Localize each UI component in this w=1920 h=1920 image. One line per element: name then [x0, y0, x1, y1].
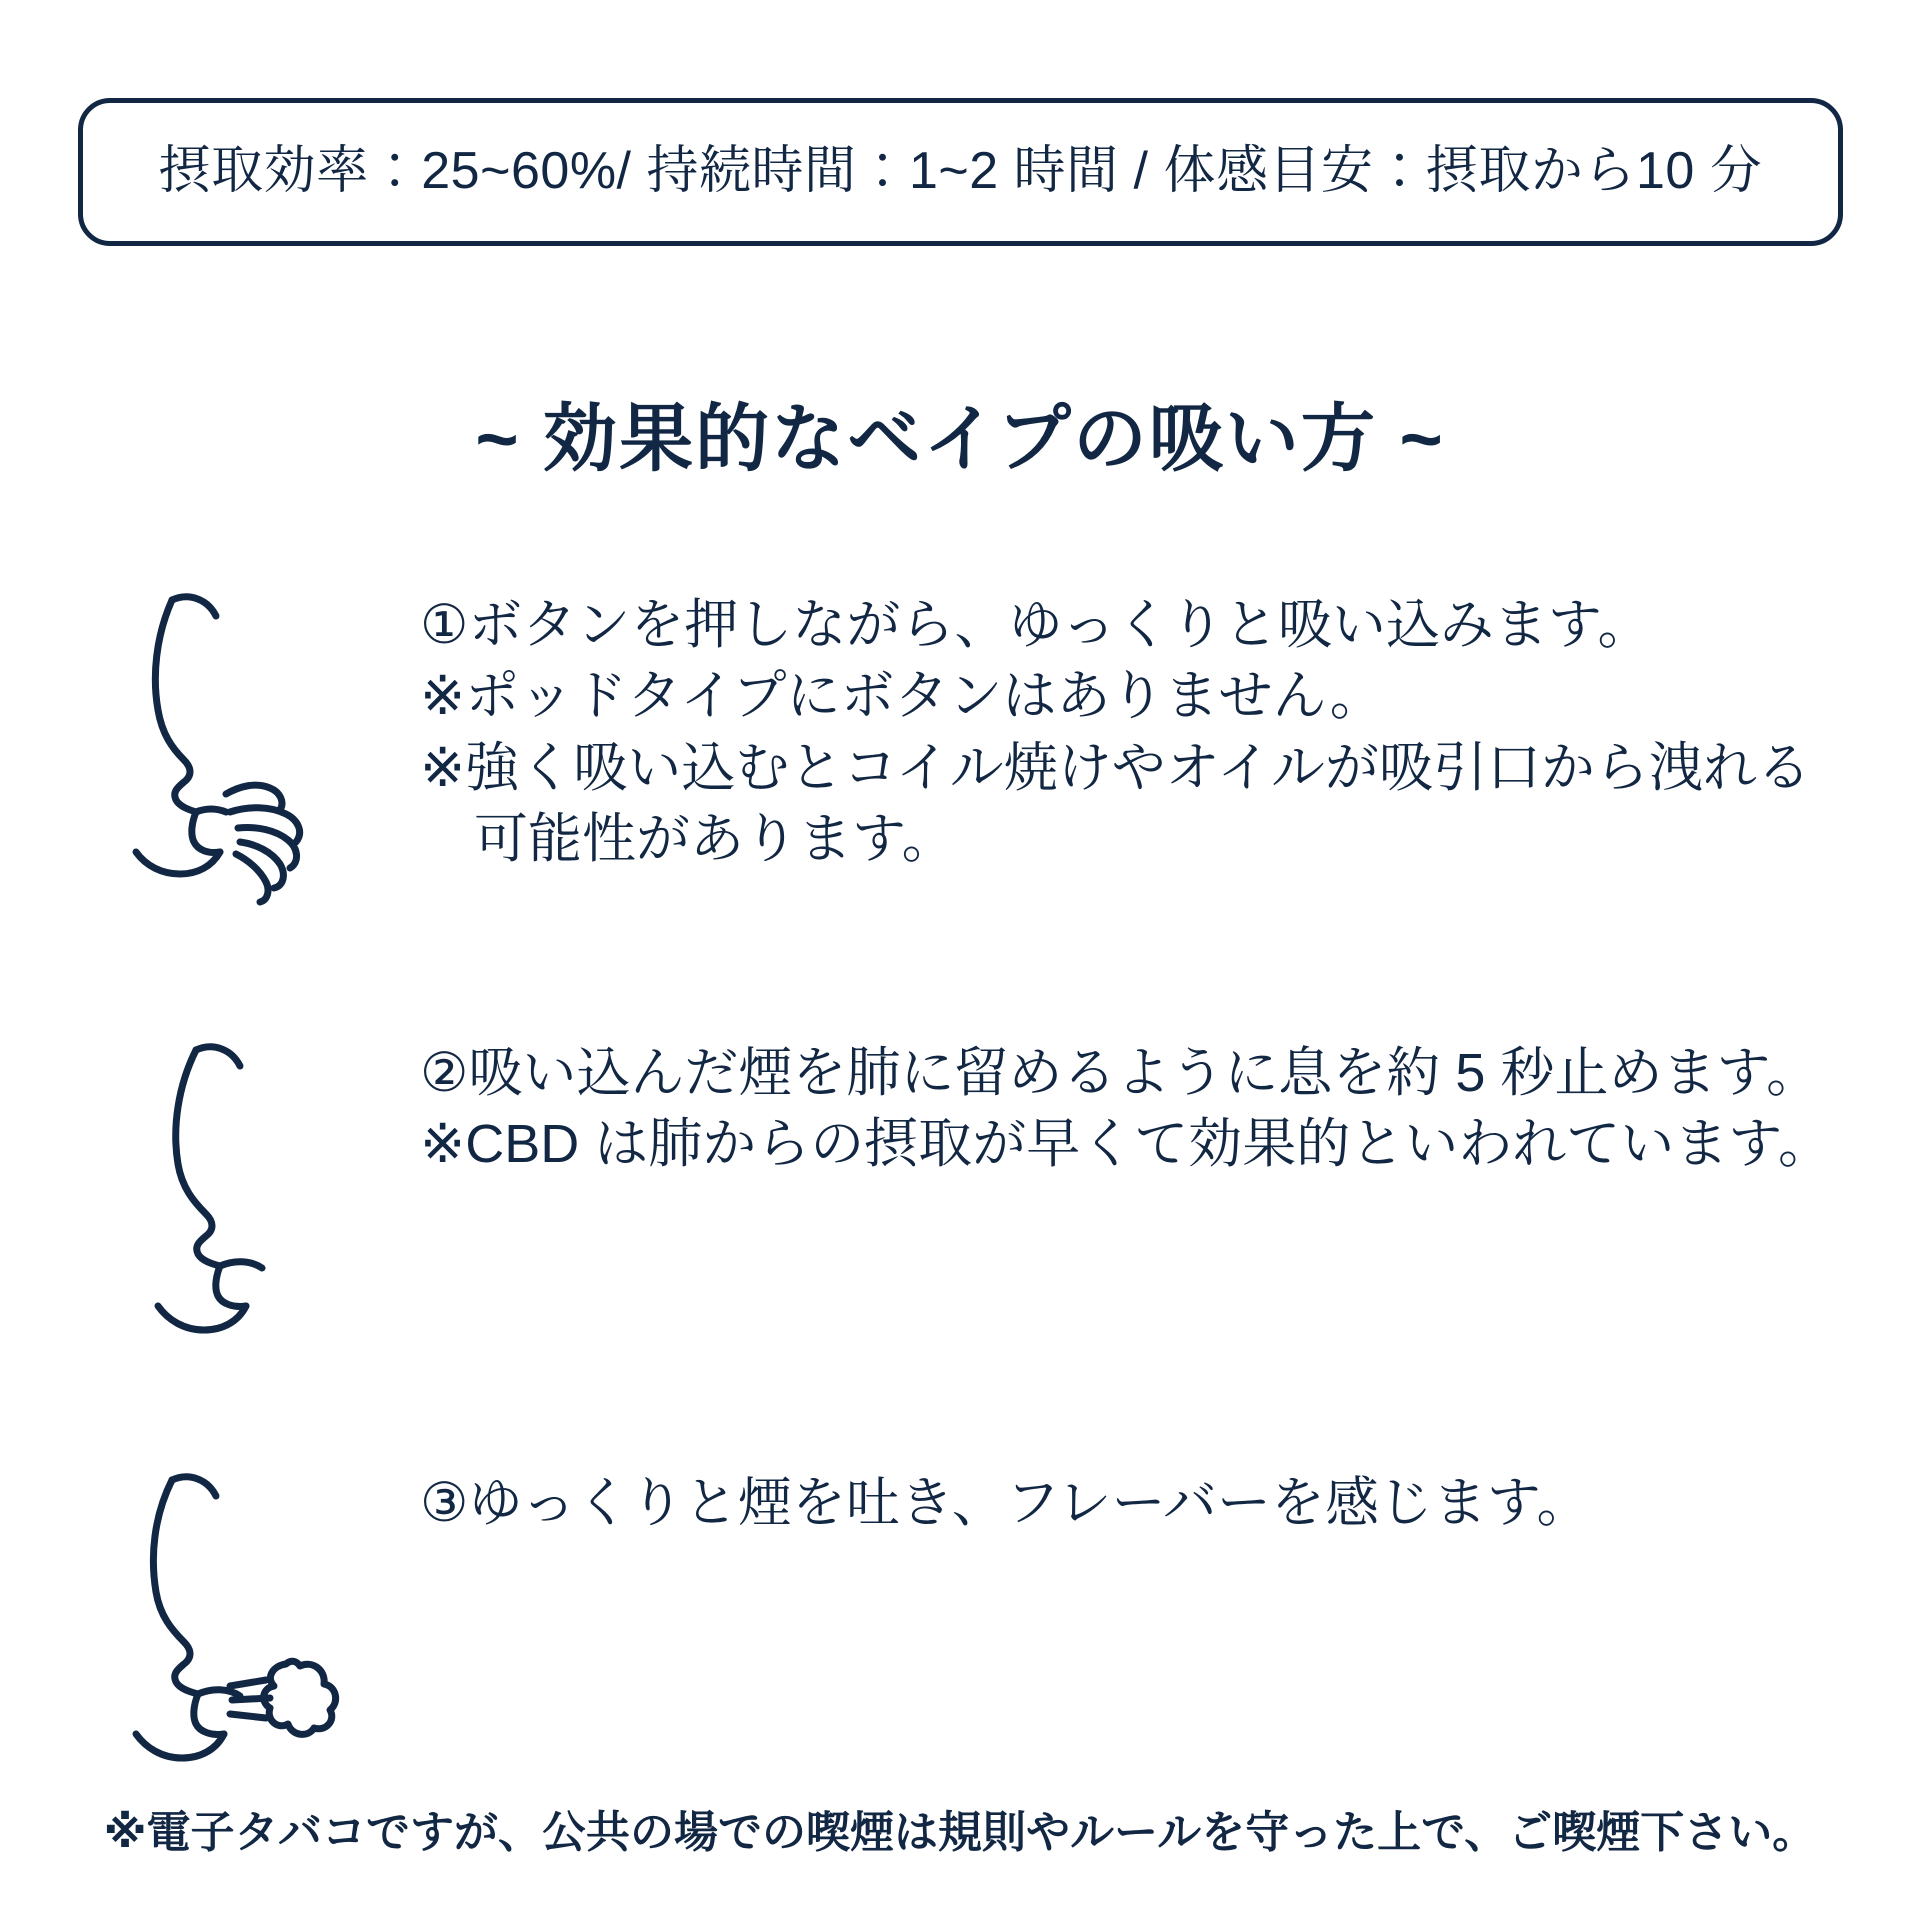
step-1-line-1: ①ボタンを押しながら、ゆっくりと吸い込みます。 [420, 595, 1652, 655]
steps-list [0, 590, 1920, 1768]
footer-note: ※電子タバコですが、公共の場での喫煙は規則やルールを守った上で、ご喫煙下さい。 [103, 1808, 1817, 1857]
face-holding-breath-icon [100, 1038, 320, 1358]
step-3-text [420, 1468, 1920, 1539]
step-item [0, 590, 1920, 920]
step-2-line-1: ②吸い込んだ煙を肺に留めるように息を約 5 秒止めます。 [420, 1043, 1821, 1103]
step-3-line-1: ③ゆっくりと煙を吐き、フレーバーを感じます。 [420, 1473, 1591, 1533]
step-1-icon-wrap [0, 590, 420, 920]
face-inhaling-with-hand-icon [80, 590, 340, 920]
step-2-line-2: ※CBD は肺からの摂取が早くて効果的といわれています。 [420, 1114, 1832, 1175]
step-item [0, 1038, 1920, 1358]
step-1-text [420, 590, 1920, 875]
summary-info-box [78, 98, 1843, 246]
step-2-text [420, 1038, 1920, 1181]
face-exhaling-smoke-icon [80, 1468, 340, 1768]
summary-info-text: 摂取効率：25~60%/ 持続時間：1~2 時間 / 体感目安：摂取から10 分 [158, 142, 1763, 201]
step-1-line-3: ※強く吸い込むとコイル焼けやオイルが吸引口から洩れる可能性があります。 [420, 737, 1811, 869]
step-1-line-2: ※ポッドタイプにボタンはありません。 [420, 666, 1384, 727]
step-3-icon-wrap [0, 1468, 420, 1768]
step-item [0, 1468, 1920, 1768]
page-title: ~ 効果的なベイプの吸い方 ~ [475, 397, 1445, 480]
step-2-icon-wrap [0, 1038, 420, 1358]
